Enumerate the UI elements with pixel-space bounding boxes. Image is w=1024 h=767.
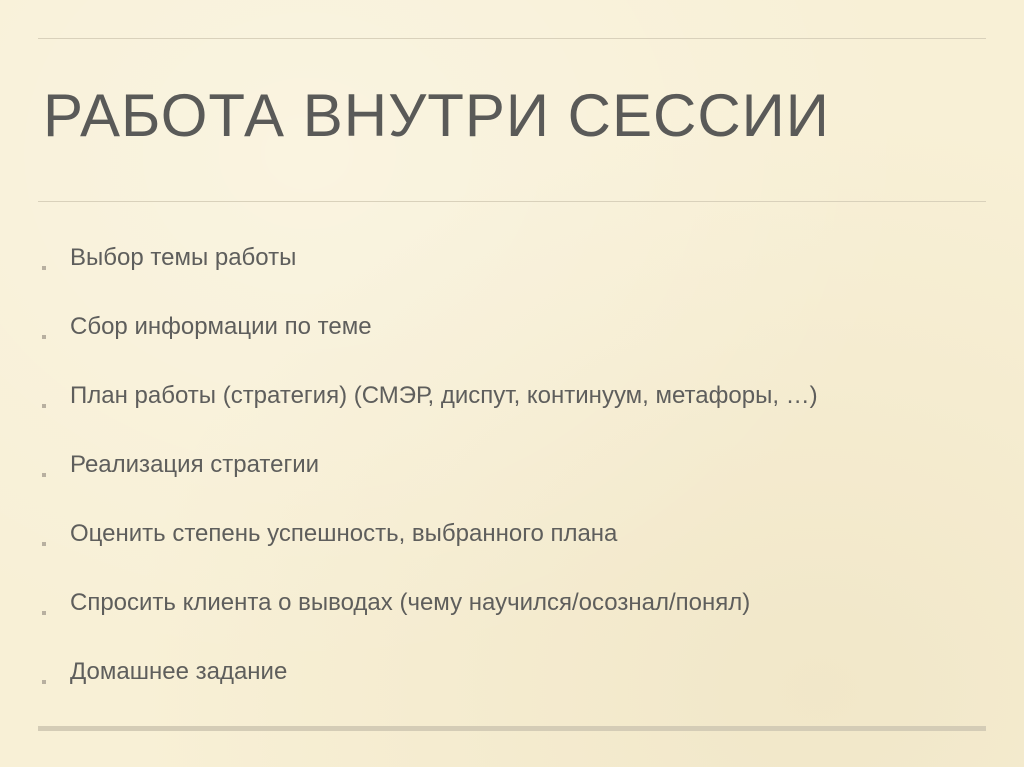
bullet-item (38, 374, 818, 443)
square-bullet-icon (42, 473, 46, 477)
bullet-item (38, 650, 818, 719)
square-bullet-icon (42, 680, 46, 684)
slide-title: РАБОТА ВНУТРИ СЕССИИ (43, 82, 830, 149)
bullet-text: Домашнее задание (70, 658, 288, 685)
square-bullet-icon (42, 542, 46, 546)
bullet-item (38, 305, 818, 374)
title-divider (38, 201, 986, 202)
bullet-text: Спросить клиента о выводах (чему научился/осознал/понял) (70, 589, 751, 616)
bullet-text: План работы (стратегия) (СМЭР, диспут, континуум, метафоры, …) (70, 382, 818, 409)
bullet-text: Оценить степень успешность, выбранного плана (70, 520, 618, 547)
bullet-text: Сбор информации по теме (70, 313, 372, 340)
bullet-text: Выбор темы работы (70, 244, 297, 271)
bullet-text: Реализация стратегии (70, 451, 320, 478)
bullet-list (38, 236, 818, 719)
square-bullet-icon (42, 404, 46, 408)
square-bullet-icon (42, 266, 46, 270)
bullet-item (38, 581, 818, 650)
bullet-item (38, 443, 818, 512)
square-bullet-icon (42, 611, 46, 615)
bullet-item (38, 236, 818, 305)
top-divider (38, 38, 986, 39)
bottom-divider (38, 726, 986, 731)
square-bullet-icon (42, 335, 46, 339)
bullet-item (38, 512, 818, 581)
